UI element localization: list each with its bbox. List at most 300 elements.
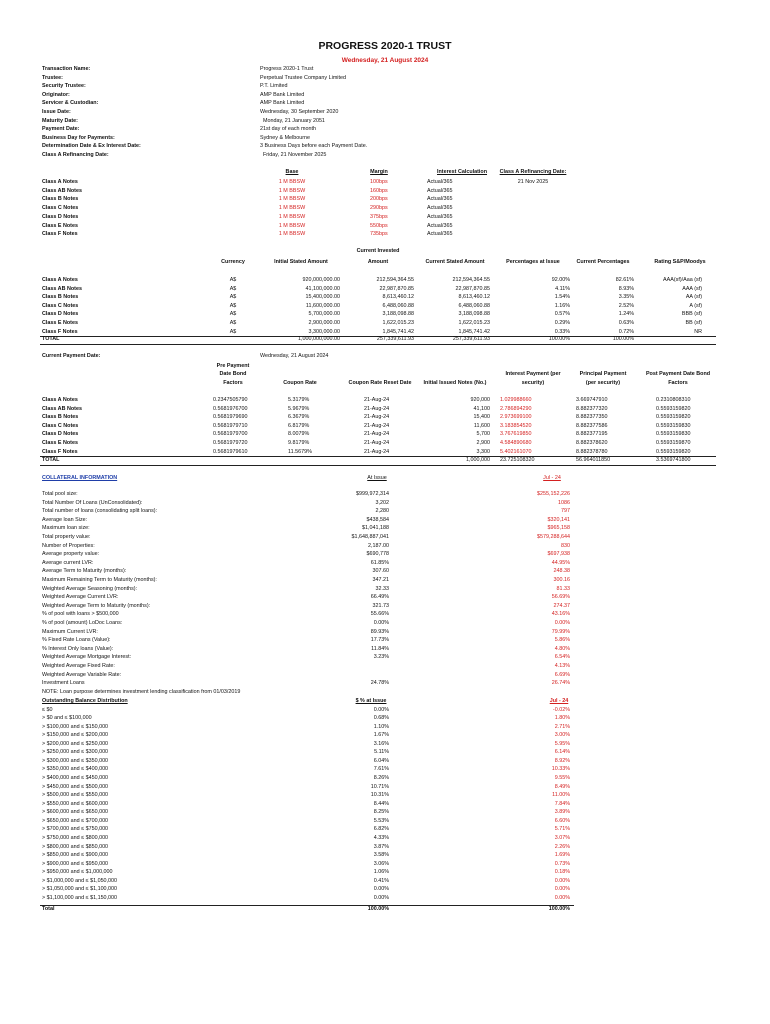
class-label: Class C Notes <box>42 205 79 212</box>
balance-current: 6.14% <box>554 749 570 756</box>
pre-factor: 0.5681979690 <box>213 414 248 421</box>
total-principal: 56.964011850 <box>576 457 611 463</box>
balance-current: 8.49% <box>554 783 570 790</box>
balance-issue: 8.25% <box>373 809 389 816</box>
amount-cell: 0.33% <box>554 328 570 335</box>
balance-range: > $350,000 and ≤ $400,000 <box>42 766 109 773</box>
collateral-label: Average Term to Maturity (months): <box>42 568 127 575</box>
header-post1: Post Payment Date Bond <box>645 371 711 377</box>
balance-current: 2.26% <box>554 843 570 850</box>
principal-payment: 8.882377320 <box>576 405 608 412</box>
collateral-current: 248.38 <box>553 568 570 575</box>
amount-cell: AAA(sf)/Aaa (sf) <box>663 277 702 283</box>
amount-cell: NR <box>694 328 702 335</box>
currency: A$ <box>229 320 237 326</box>
base-rate: 1 M BBSW <box>278 187 306 194</box>
balance-current: 0.00% <box>554 877 570 884</box>
header-pre2: Date Bond <box>219 371 247 377</box>
info-value: Monday, 21 January 2051 <box>263 117 325 124</box>
collateral-current: $965,158 <box>547 525 570 532</box>
total-cell: 257,339,611.93 <box>376 336 414 342</box>
collateral-issue: 89.93% <box>370 628 389 635</box>
interest-payment: 2.786894290 <box>500 405 532 412</box>
margin-value: 375bps <box>370 213 388 220</box>
header-prin1: Principal Payment <box>579 371 627 377</box>
coupon-rate: 5.9679% <box>288 405 310 412</box>
collateral-current: $320,141 <box>547 516 570 523</box>
header-post2: Factors <box>668 380 688 386</box>
class-label: Class E Notes <box>42 320 78 326</box>
payment-total-rule <box>40 456 716 457</box>
amount-cell: 0.29% <box>554 320 570 326</box>
amount-cell: 5,700,000.00 <box>308 311 340 318</box>
collateral-label: Average current LVR: <box>42 559 94 566</box>
collateral-current: 6.69% <box>554 671 570 678</box>
collateral-current: $255,152,226 <box>537 491 570 497</box>
class-label: Class A Notes <box>42 397 78 403</box>
balance-issue: 0.00% <box>373 886 389 893</box>
amount-cell: BBB (sf) <box>681 311 702 318</box>
currency: A$ <box>229 277 237 283</box>
class-label: Class B Notes <box>42 294 79 301</box>
balance-issue: 10.71% <box>370 783 389 790</box>
collateral-current: 79.99% <box>551 628 570 635</box>
collateral-current: 1086 <box>558 499 570 506</box>
balance-issue: 5.53% <box>373 817 389 824</box>
interest-payment: 2.973699100 <box>500 414 532 421</box>
amount-cell: 6,488,060.88 <box>458 302 490 309</box>
reset-date: 21-Aug-24 <box>364 397 390 403</box>
collateral-issue: 3.23% <box>373 654 389 661</box>
interest-calc: Actual/365 <box>427 196 453 203</box>
interest-payment: 5.402161070 <box>500 448 532 455</box>
header-initial: Initial Stated Amount <box>274 259 328 265</box>
post-factor: 0.5593159820 <box>656 405 691 412</box>
balance-issue: 0.41% <box>373 877 389 884</box>
balance-range: > $650,000 and ≤ $700,000 <box>42 817 109 824</box>
margin-value: 290bps <box>370 205 388 212</box>
info-value: 3 Business Days before each Payment Date. <box>260 143 368 150</box>
base-rate: 1 M BBSW <box>278 179 306 185</box>
collateral-heading: COLLATERAL INFORMATION <box>42 475 118 481</box>
amount-cell: 1,622,015.23 <box>382 320 414 326</box>
amount-cell: 3,188,098.88 <box>382 311 414 318</box>
base-rate: 1 M BBSW <box>278 196 306 203</box>
collateral-issue: 55.66% <box>370 611 389 618</box>
collateral-label: Total Number Of Loans (UnConsolidated): <box>42 499 143 506</box>
base-rate: 1 M BBSW <box>278 213 306 220</box>
amount-cell: 3,188,098.88 <box>458 311 490 318</box>
info-label: Determination Date & Ex Interest Date: <box>42 143 141 150</box>
balance-issue: 0.00% <box>373 895 389 902</box>
interest-payment: 1.029988660 <box>500 397 532 403</box>
amount-cell: 1,622,015.23 <box>458 320 490 326</box>
refi-date: 21 Nov 2025 <box>517 179 549 185</box>
amount-cell: 1,845,741.42 <box>458 328 490 335</box>
coupon-rate: 6.8179% <box>288 422 310 429</box>
info-value: Progress 2020-1 Trust <box>260 66 314 72</box>
collateral-label: Number of Properties: <box>42 542 95 549</box>
post-factor: 0.5593159830 <box>656 422 691 429</box>
balance-current: 5.71% <box>554 826 570 833</box>
balance-range: > $850,000 and ≤ $900,000 <box>42 852 109 859</box>
collateral-issue: 321.73 <box>372 602 389 609</box>
balance-range: > $700,000 and ≤ $750,000 <box>42 826 109 833</box>
balance-issue: 4.33% <box>373 835 389 842</box>
collateral-col-issue: At Issue <box>367 475 387 481</box>
info-label: Payment Date: <box>42 126 80 133</box>
reset-date: 21-Aug-24 <box>364 414 390 421</box>
balance-total-current: 100.00% <box>548 906 570 912</box>
class-label: Class C Notes <box>42 302 79 309</box>
collateral-current: 26.74% <box>551 680 570 687</box>
amount-cell: 8,613,460.12 <box>458 294 490 301</box>
header-invested2: Amount <box>367 259 389 265</box>
issued-notes: 41,100 <box>473 405 490 412</box>
collateral-label: % Fixed Rate Loans (Value): <box>42 637 111 644</box>
collateral-label: Average property value: <box>42 551 100 558</box>
header-interest: Interest Calculation <box>436 169 488 175</box>
header-pre1: Pre Payment <box>216 363 250 369</box>
balance-current: 6.60% <box>554 817 570 824</box>
post-factor: 0.2310808310 <box>656 397 691 403</box>
amount-cell: 8.93% <box>618 285 634 292</box>
collateral-issue: 24.78% <box>370 680 389 687</box>
amount-cell: 920,000,000.00 <box>302 277 340 283</box>
issued-notes: 3,300 <box>476 448 490 455</box>
amount-cell: 212,594,364.55 <box>376 277 414 283</box>
pre-factor: 0.2347505790 <box>213 397 248 403</box>
header-issued: Initial Issued Notes (No.) <box>423 380 487 386</box>
balance-range: > $1,050,000 and ≤ $1,100,000 <box>42 886 118 893</box>
class-label: Class D Notes <box>42 213 79 220</box>
collateral-issue: 17.73% <box>370 637 389 644</box>
balance-range: > $100,000 and ≤ $150,000 <box>42 723 109 730</box>
interest-payment: 4.584890680 <box>500 440 532 446</box>
collateral-label: Total pool size: <box>42 491 78 497</box>
collateral-current: $697,938 <box>547 551 570 558</box>
header-int1: Interest Payment (per <box>505 371 561 377</box>
info-value: 21st day of each month <box>260 126 317 133</box>
reset-date: 21-Aug-24 <box>364 422 390 429</box>
total-rule-bottom <box>40 344 716 345</box>
interest-payment: 3.767619850 <box>500 431 532 438</box>
post-factor: 0.5593159870 <box>656 440 691 446</box>
balance-current: 0.00% <box>554 895 570 902</box>
header-currency: Currency <box>221 259 245 265</box>
collateral-label: Total number of loans (consolidating split loans): <box>42 508 158 515</box>
balance-current: 2.71% <box>554 723 570 730</box>
balance-range: > $1,000,000 and ≤ $1,050,000 <box>42 877 118 884</box>
amount-cell: 1.24% <box>618 311 634 318</box>
header-base: Base <box>285 169 299 175</box>
amount-cell: 2.52% <box>618 302 634 309</box>
collateral-label: Maximum Current LVR: <box>42 628 98 635</box>
collateral-issue: $690,778 <box>366 551 389 558</box>
amount-cell: 6,488,060.88 <box>382 302 414 309</box>
principal-payment: 8.882378620 <box>576 440 608 446</box>
info-label: Originator: <box>42 91 70 98</box>
balance-total-issue: 100.00% <box>367 906 389 912</box>
collateral-issue: $999,972,314 <box>356 491 389 497</box>
collateral-issue: $1,648,887,041 <box>351 534 389 540</box>
class-label: Class AB Notes <box>42 405 82 412</box>
pre-factor: 0.5681979720 <box>213 440 248 446</box>
class-label: Class AB Notes <box>42 187 82 194</box>
amount-cell: 3,300,000.00 <box>308 328 340 335</box>
total-cell: 1,000,000,000.00 <box>298 336 340 342</box>
balance-heading: Outstanding Balance Distribution <box>42 698 128 704</box>
issued-notes: 11,600 <box>473 422 490 429</box>
class-label: Class B Notes <box>42 196 79 203</box>
info-label: Security Trustee: <box>42 83 86 90</box>
issued-notes: 15,400 <box>473 414 490 421</box>
total-cell: 100.00% <box>612 336 634 342</box>
collateral-current: 4.80% <box>554 645 570 652</box>
collateral-issue: 307.60 <box>372 568 389 575</box>
total-cell: 257,339,611.93 <box>452 336 490 342</box>
principal-payment: 8.882377195 <box>576 431 608 438</box>
balance-issue: 3.58% <box>373 852 389 859</box>
base-rate: 1 M BBSW <box>278 205 306 212</box>
balance-issue: 0.00% <box>373 706 389 713</box>
header-refi: Class A Refinancing Date: <box>499 169 567 175</box>
balance-issue: 7.61% <box>373 766 389 773</box>
balance-range: > $450,000 and ≤ $500,000 <box>42 783 109 790</box>
class-label: Class A Notes <box>42 179 78 185</box>
collateral-issue: 2,187.00 <box>368 542 389 549</box>
header-int2: security) <box>521 380 545 386</box>
amount-cell: 3.35% <box>618 294 634 301</box>
balance-col-current: Jul - 24 <box>549 698 569 704</box>
balance-total-label: Total <box>42 906 55 912</box>
balance-issue: 8.26% <box>373 775 389 782</box>
collateral-current: 81.33 <box>556 585 570 592</box>
interest-calc: Actual/365 <box>427 179 453 185</box>
balance-range: > $800,000 and ≤ $850,000 <box>42 843 109 850</box>
header-stated: Current Stated Amount <box>425 259 485 265</box>
collateral-issue: 66.49% <box>370 594 389 601</box>
balance-issue: 0.68% <box>373 715 389 722</box>
coupon-rate: 8.0079% <box>288 431 310 438</box>
total-label: TOTAL <box>42 336 60 342</box>
collateral-label: Weighted Average Current LVR: <box>42 594 119 601</box>
pre-factor: 0.5681976700 <box>213 405 248 412</box>
reset-date: 21-Aug-24 <box>364 431 390 438</box>
margin-value: 160bps <box>370 187 388 194</box>
currency: A$ <box>229 285 237 292</box>
collateral-issue: 32.33 <box>375 585 389 592</box>
class-label: Class B Notes <box>42 414 79 421</box>
collateral-current: 5.86% <box>554 637 570 644</box>
margin-value: 200bps <box>370 196 388 203</box>
balance-current: 3.89% <box>554 809 570 816</box>
info-value: Wednesday, 30 September 2020 <box>260 109 339 115</box>
amount-cell: 1.16% <box>554 302 570 309</box>
balance-total-rule <box>40 905 574 906</box>
balance-issue: 1.67% <box>373 732 389 739</box>
reset-date: 21-Aug-24 <box>364 405 390 412</box>
currency: A$ <box>229 328 237 335</box>
header-coupon: Coupon Rate <box>283 380 317 386</box>
balance-current: -0.02% <box>552 706 570 713</box>
balance-range: > $750,000 and ≤ $800,000 <box>42 835 109 842</box>
balance-range: > $500,000 and ≤ $550,000 <box>42 792 109 799</box>
issued-notes: 2,900 <box>476 440 490 446</box>
balance-current: 5.95% <box>554 740 570 747</box>
payment-date-label: Current Payment Date: <box>42 353 101 359</box>
header-pct-issue: Percentages at Issue <box>506 259 560 265</box>
info-value: Perpetual Trustee Company Limited <box>260 74 346 81</box>
balance-range: > $250,000 and ≤ $300,000 <box>42 749 109 756</box>
balance-range: > $200,000 and ≤ $250,000 <box>42 740 109 747</box>
class-label: Class D Notes <box>42 311 79 318</box>
collateral-current: 44.95% <box>551 559 570 566</box>
balance-range: > $550,000 and ≤ $600,000 <box>42 800 109 807</box>
collateral-label: % Interest Only loans (Value): <box>42 645 114 652</box>
margin-value: 550bps <box>370 222 388 229</box>
balance-current: 8.92% <box>554 757 570 764</box>
principal-payment: 8.882377586 <box>576 422 608 429</box>
issued-notes: 920,000 <box>470 397 490 403</box>
collateral-issue: $438,584 <box>366 516 389 523</box>
total-post: 3.5369741800 <box>656 457 691 463</box>
balance-range: > $0 and ≤ $100,000 <box>42 715 92 722</box>
collateral-current: 4.13% <box>554 663 570 669</box>
currency: A$ <box>229 302 237 309</box>
info-label: Maturity Date: <box>42 117 78 124</box>
class-label: Class F Notes <box>42 328 78 335</box>
collateral-label: Weighted Average Term to Maturity (months): <box>42 602 151 609</box>
interest-calc: Actual/365 <box>427 205 453 212</box>
header-prin2: (per security) <box>585 380 621 386</box>
collateral-issue: 2,280 <box>375 508 389 515</box>
report-date: Wednesday, 21 August 2024 <box>341 57 429 64</box>
total-issued: 1,000,000 <box>466 457 490 463</box>
interest-payment: 3.183854520 <box>500 422 532 429</box>
amount-cell: AA (sf) <box>685 294 702 301</box>
page-title: PROGRESS 2020-1 TRUST <box>318 40 452 52</box>
amount-cell: 11,600,000.00 <box>305 302 340 309</box>
collateral-current: 6.54% <box>554 654 570 661</box>
balance-current: 1.69% <box>554 852 570 859</box>
info-value: AMP Bank Limited <box>260 100 305 107</box>
reset-date: 21-Aug-24 <box>364 448 390 455</box>
collateral-current: 43.16% <box>551 611 570 618</box>
collateral-label: Maximum Remaining Term to Maturity (months): <box>42 577 157 583</box>
coupon-rate: 5.3179% <box>288 397 310 403</box>
amount-cell: 212,594,364.55 <box>452 277 490 283</box>
collateral-issue: $1,041,188 <box>362 525 389 532</box>
post-factor: 0.5593159820 <box>656 414 691 421</box>
post-factor: 0.5593159830 <box>656 431 691 438</box>
coupon-rate: 9.8179% <box>288 440 310 446</box>
class-label: Class C Notes <box>42 422 79 429</box>
info-label: Servicer & Custodian: <box>42 100 99 107</box>
balance-range: > $300,000 and ≤ $350,000 <box>42 757 109 764</box>
coupon-rate: 11.5679% <box>288 448 312 455</box>
balance-range: > $1,100,000 and ≤ $1,150,000 <box>42 895 118 902</box>
balance-issue: 3.16% <box>373 740 389 747</box>
collateral-current: 56.69% <box>551 594 570 601</box>
balance-issue: 8.44% <box>373 800 389 807</box>
interest-calc: Actual/365 <box>427 231 453 238</box>
principal-payment: 8.882377350 <box>576 414 608 421</box>
collateral-current: 300.16 <box>553 577 570 583</box>
collateral-current: 797 <box>561 508 570 515</box>
margin-value: 100bps <box>370 179 388 185</box>
interest-calc: Actual/365 <box>427 187 453 194</box>
header-pre3: Factors <box>223 380 243 386</box>
collateral-col-current: Jul - 24 <box>543 475 561 481</box>
amount-cell: 41,100,000.00 <box>305 285 340 292</box>
balance-current: 0.18% <box>554 869 570 876</box>
pre-factor: 0.5681979610 <box>213 448 248 455</box>
balance-issue: 10.31% <box>370 792 389 799</box>
reset-date: 21-Aug-24 <box>364 440 390 446</box>
balance-range: > $400,000 and ≤ $450,000 <box>42 775 109 782</box>
pre-factor: 0.5681979710 <box>213 422 248 429</box>
balance-issue: 6.82% <box>373 826 389 833</box>
info-value: P.T. Limited <box>260 83 288 90</box>
total-interest: 23.725108320 <box>500 457 535 463</box>
collateral-label: Weighted Average Seasoning (months): <box>42 585 138 592</box>
total-cell: 100.00% <box>548 336 570 342</box>
base-rate: 1 M BBSW <box>278 231 306 238</box>
collateral-label: Investment Loans <box>42 680 85 687</box>
class-label: Class A Notes <box>42 277 78 283</box>
balance-current: 7.84% <box>554 800 570 807</box>
info-value: AMP Bank Limited <box>260 91 305 98</box>
info-value: Sydney & Melbourne <box>260 134 311 141</box>
collateral-current: 830 <box>561 542 570 549</box>
amount-cell: 92.00% <box>551 277 570 283</box>
balance-current: 1.80% <box>554 715 570 722</box>
amount-cell: 22,987,870.85 <box>455 285 490 292</box>
payment-total-rule-bottom <box>40 465 716 466</box>
payment-date: Wednesday, 21 August 2024 <box>260 353 329 359</box>
balance-current: 3.00% <box>554 732 570 739</box>
collateral-current: 274.37 <box>553 602 570 609</box>
collateral-note: NOTE: Loan purpose determines investment lending classification from 01/03/2019 <box>42 689 241 695</box>
amount-cell: 1.54% <box>554 294 570 301</box>
currency: A$ <box>229 294 237 301</box>
amount-cell: 0.57% <box>554 311 570 318</box>
balance-current: 3.07% <box>554 835 570 842</box>
post-factor: 0.5593159820 <box>656 448 691 455</box>
balance-range: > $900,000 and ≤ $950,000 <box>42 860 109 867</box>
info-label: Transaction Name: <box>42 66 91 72</box>
collateral-label: Average loan Size: <box>42 516 88 523</box>
info-label: Business Day for Payments: <box>42 134 115 141</box>
principal-payment: 3.669747910 <box>576 397 608 403</box>
collateral-issue: 3,202 <box>375 499 389 506</box>
collateral-issue: 347.21 <box>372 577 389 583</box>
balance-issue: 5.11% <box>374 749 389 756</box>
amount-cell: 1,845,741.42 <box>382 328 414 335</box>
balance-col-issue: $ % at Issue <box>355 698 387 704</box>
collateral-label: Weighted Average Variable Rate: <box>42 671 122 678</box>
amount-cell: 2,900,000.00 <box>308 320 340 326</box>
interest-calc: Actual/365 <box>427 213 453 220</box>
info-value: Friday, 21 November 2025 <box>263 152 327 158</box>
collateral-label: Weighted Average Fixed Rate: <box>42 663 115 669</box>
amount-cell: AAA (sf) <box>682 285 702 292</box>
collateral-label: % of pool with loans > $500,000 <box>42 611 119 618</box>
pre-factor: 0.5681979700 <box>213 431 248 438</box>
base-rate: 1 M BBSW <box>278 222 306 229</box>
balance-current: 0.00% <box>554 886 570 893</box>
